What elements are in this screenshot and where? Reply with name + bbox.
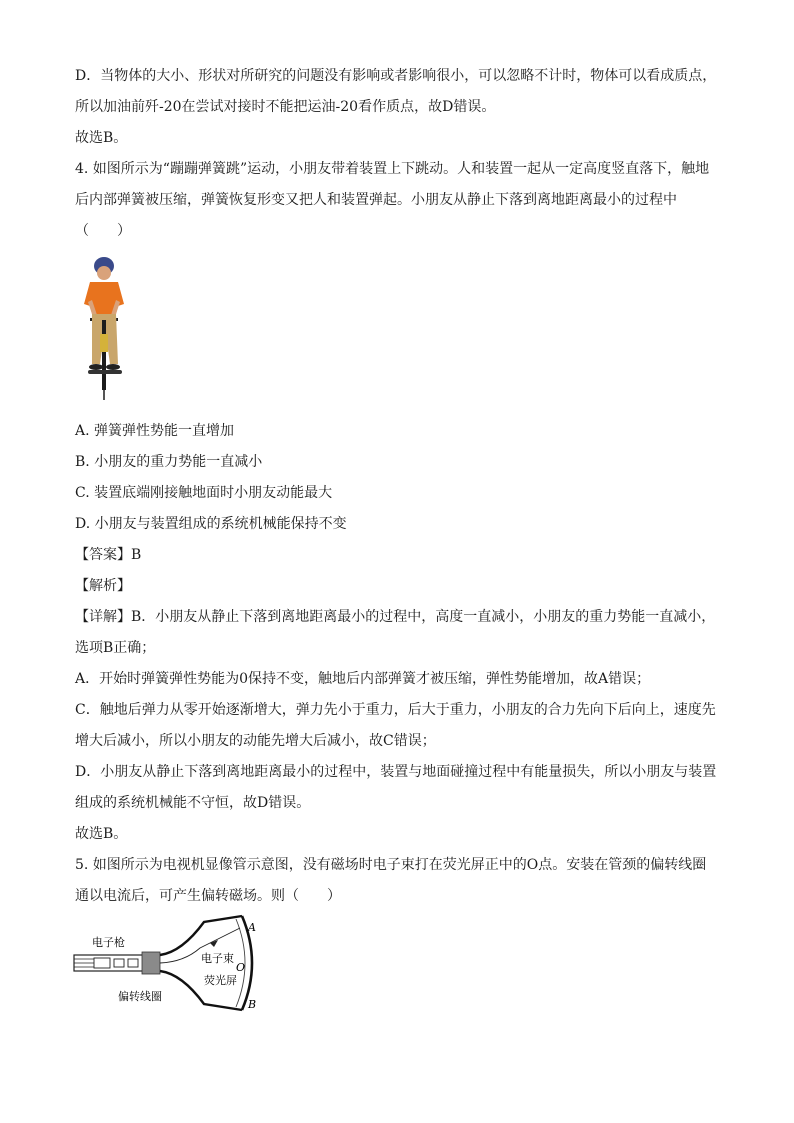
detail-c-line1: C．触地后弹力从零开始逐渐增大，弹力先小于重力，后大于重力，小朋友的合力先向下后向上，速度先 xyxy=(75,702,716,718)
q5-stem-line2: 通以电流后，可产生偏转磁场。则（ ） xyxy=(75,888,341,904)
prev-conclusion: 故选B。 xyxy=(75,130,128,146)
detail-a: A．开始时弹簧弹性势能为0保持不变，触地后内部弹簧才被压缩，弹性势能增加，故A错误； xyxy=(75,671,651,687)
pogo-child-figure xyxy=(78,254,136,404)
gun-electrode-2 xyxy=(114,959,124,967)
label-electron-beam: 电子束 xyxy=(201,952,234,965)
shirt-shape xyxy=(84,282,124,314)
analysis-label: 【解析】 xyxy=(75,578,131,594)
foot-rest-shape xyxy=(88,370,122,374)
answer-label: 【答案】B xyxy=(75,547,142,563)
detail-b-line2: 选项B正确； xyxy=(75,640,156,656)
crt-tube-diagram xyxy=(72,912,292,1014)
detail-b-line1: 【详解】B．小朋友从静止下落到离地距离最小的过程中，高度一直减小，小朋友的重力势能一直减小， xyxy=(75,609,716,625)
label-point-a: A xyxy=(248,921,256,934)
label-screen: 荧光屏 xyxy=(204,974,237,987)
q4-stem-line1: 4. 如图所示为“蹦蹦弹簧跳”运动，小朋友带着装置上下跳动。人和装置一起从一定高度竖直落下，触地 xyxy=(75,161,710,177)
detail-c-line2: 增大后减小，所以小朋友的动能先增大后减小，故C错误； xyxy=(75,733,436,749)
funnel-top-shape xyxy=(160,916,242,955)
gun-electrode-1 xyxy=(94,958,110,968)
q4-option-b: B. 小朋友的重力势能一直减小 xyxy=(75,454,263,470)
q4-option-d: D. 小朋友与装置组成的系统机械能保持不变 xyxy=(75,516,347,532)
q4-option-c: C. 装置底端刚接触地面时小朋友动能最大 xyxy=(75,485,333,501)
q4-stem-line2: 后内部弹簧被压缩，弹簧恢复形变又把人和装置弹起。小朋友从静止下落到离地距离最小的过程中 xyxy=(75,192,677,208)
q4-option-a: A. 弹簧弹性势能一直增加 xyxy=(75,423,235,439)
right-shoe-shape xyxy=(106,364,120,370)
label-point-o: O xyxy=(236,961,246,974)
q4-conclusion: 故选B。 xyxy=(75,826,128,842)
detail-d-line2: 组成的系统机械能不守恒，故D错误。 xyxy=(75,795,311,811)
prev-option-d-line1: D．当物体的大小、形状对所研究的问题没有影响或者影响很小，可以忽略不计时，物体可以看成质点， xyxy=(75,68,717,84)
left-shoe-shape xyxy=(89,364,103,370)
q5-stem-line1: 5. 如图所示为电视机显像管示意图，没有磁场时电子束打在荧光屏正中的O点。安装在管颈的偏转线圈 xyxy=(75,857,707,873)
detail-d-line1: D．小朋友从静止下落到离地距离最小的过程中，装置与地面碰撞过程中有能量损失，所以小朋友与装置 xyxy=(75,764,717,780)
q4-answer-paren: （ ） xyxy=(75,223,131,239)
pogo-spring-shape xyxy=(100,334,108,352)
deflection-coil-shape xyxy=(142,952,160,974)
pogo-pole-shape xyxy=(102,320,106,390)
label-electron-gun: 电子枪 xyxy=(92,936,125,949)
face-shape xyxy=(97,266,111,280)
pogo-tip-shape xyxy=(103,390,105,400)
label-deflection-coil: 偏转线圈 xyxy=(118,990,162,1003)
prev-option-d-line2: 所以加油前歼-20在尝试对接时不能把运油-20看作质点，故D错误。 xyxy=(75,99,496,115)
gun-electrode-3 xyxy=(128,959,138,967)
label-point-b: B xyxy=(248,998,257,1011)
